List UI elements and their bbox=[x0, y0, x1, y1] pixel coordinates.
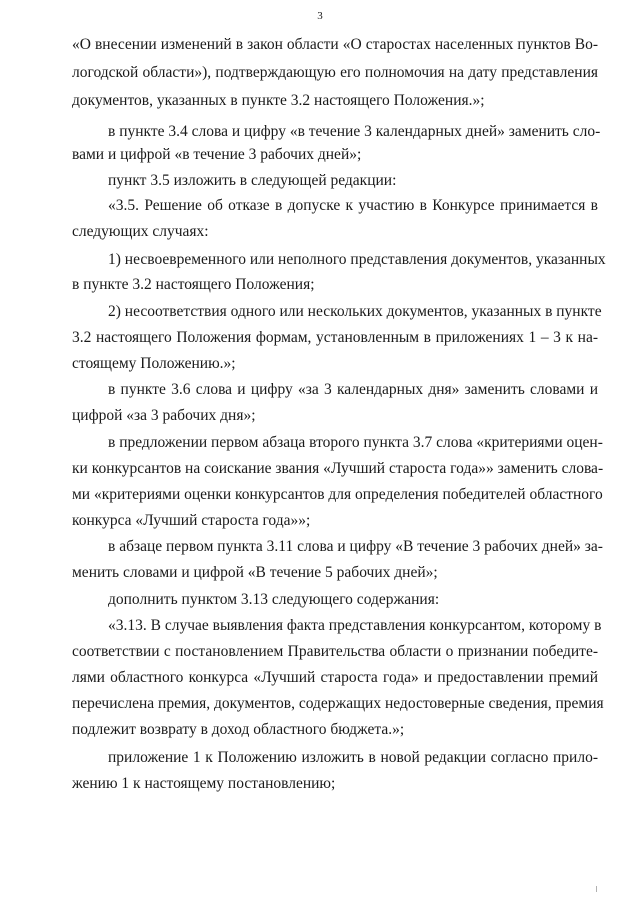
text-line: стоящему Положению.»; bbox=[72, 355, 236, 372]
text-line: следующих случаях: bbox=[72, 223, 209, 240]
text-line: в предложении первом абзаца второго пункта 3.7 слова «критериями оцен- bbox=[108, 434, 603, 451]
text-line: перечислена премия, документов, содержащих недостоверные сведения, премия bbox=[72, 695, 604, 712]
page-number: 3 bbox=[317, 10, 323, 22]
text-line: в пункте 3.2 настоящего Положения; bbox=[72, 276, 315, 293]
text-line: 1) несвоевременного или неполного представления документов, указанных bbox=[108, 251, 606, 268]
text-line: подлежит возврату в доход областного бюджета.»; bbox=[72, 721, 405, 738]
text-line: пункт 3.5 изложить в следующей редакции: bbox=[108, 172, 397, 189]
text-line: «3.13. В случае выявления факта представления конкурсантом, которому в bbox=[108, 617, 602, 634]
text-line: в пункте 3.6 слова и цифру «за 3 календарных дня» заменить словами и bbox=[108, 381, 598, 398]
text-line: вами и цифрой «в течение 3 рабочих дней»; bbox=[72, 146, 362, 163]
text-line: менить словами и цифрой «В течение 5 рабочих дней»; bbox=[72, 564, 438, 581]
text-line: 2) несоответствия одного или нескольких документов, указанных в пункте bbox=[108, 303, 602, 320]
text-line: дополнить пунктом 3.13 следующего содержания: bbox=[108, 591, 440, 608]
text-line: в пункте 3.4 слова и цифру «в течение 3 календарных дней» заменить сло- bbox=[108, 123, 601, 140]
text-line: документов, указанных в пункте 3.2 настоящего Положения.»; bbox=[72, 92, 485, 109]
text-line: конкурса «Лучший староста года»»; bbox=[72, 512, 311, 529]
text-line: приложение 1 к Положению изложить в новой редакции согласно прило- bbox=[108, 749, 598, 766]
text-line: жению 1 к настоящему постановлению; bbox=[72, 775, 336, 792]
text-line: лями областного конкурса «Лучший староста года» и предоставлении премий bbox=[72, 669, 598, 686]
text-line: в абзаце первом пункта 3.11 слова и цифру «В течение 3 рабочих дней» за- bbox=[108, 538, 603, 555]
text-line: «3.5. Решение об отказе в допуске к участию в Конкурсе принимается в bbox=[108, 197, 598, 214]
scan-mark bbox=[596, 886, 597, 892]
text-line: логодской области»), подтверждающую его полномочия на дату представления bbox=[72, 64, 598, 81]
text-line: 3.2 настоящего Положения формам, установленным в приложениях 1 – 3 к на- bbox=[72, 329, 598, 346]
text-line: цифрой «за 3 рабочих дня»; bbox=[72, 407, 256, 424]
text-line: ми «критериями оценки конкурсантов для определения победителей областного bbox=[72, 486, 603, 503]
text-line: ки конкурсантов на соискание звания «Лучший староста года»» заменить слова- bbox=[72, 460, 604, 477]
text-line: «О внесении изменений в закон области «О старостах населенных пунктов Во- bbox=[72, 36, 598, 53]
text-line: соответствии с постановлением Правительства области о признании победите- bbox=[72, 643, 598, 660]
